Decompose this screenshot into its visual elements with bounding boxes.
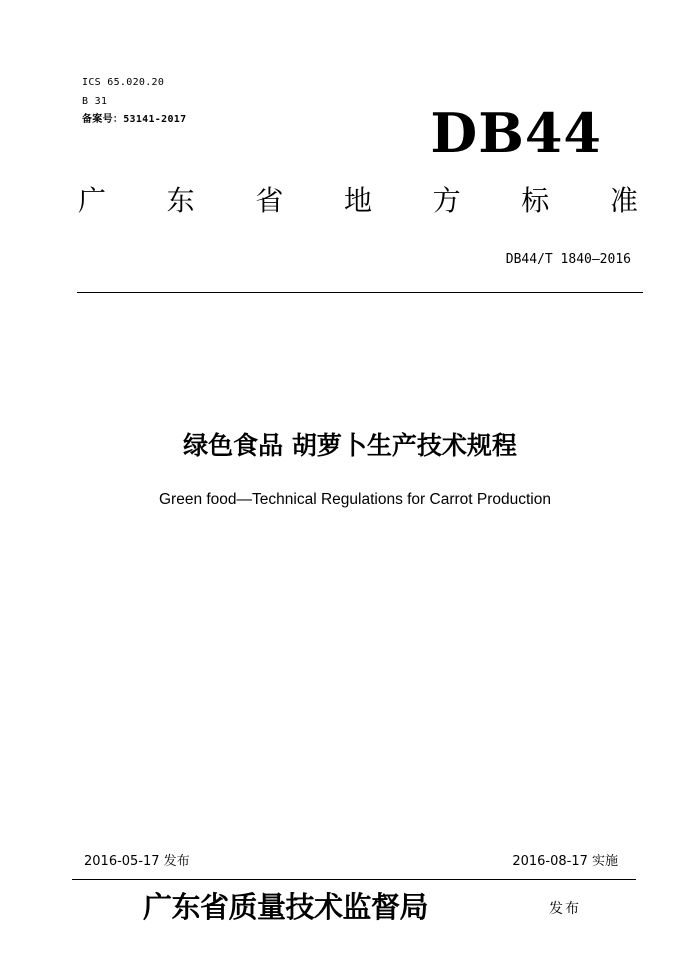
standard-type-char: 方 [432, 184, 461, 217]
title-english: Green food—Technical Regulations for Carrot Production [158, 491, 551, 508]
ccs-code: B 31 [82, 96, 108, 107]
ics-code: ICS 65.020.20 [82, 77, 165, 88]
standard-type-char: 准 [609, 184, 638, 217]
record-number: 备案号：53141-2017 [82, 114, 187, 125]
publish-date: 2016-05-17 发布 [84, 854, 190, 869]
standard-type-char: 标 [521, 184, 550, 217]
standard-type-char: 省 [255, 184, 284, 217]
standard-type-char: 地 [343, 184, 372, 217]
standard-type-char: 广 [78, 184, 107, 217]
issue-label: 发布 [549, 901, 581, 917]
standard-type-char: 东 [166, 184, 195, 217]
standard-number: DB44/T 1840—2016 [505, 252, 631, 267]
bottom-divider [72, 879, 636, 880]
db-mark: DB44 [430, 101, 602, 165]
implement-date: 2016-08-17 实施 [512, 854, 618, 869]
standard-type [78, 183, 638, 219]
issuer-name: 广东省质量技术监督局 [143, 890, 429, 924]
title-chinese: 绿色食品 胡萝卜生产技术规程 [183, 431, 517, 460]
top-divider [77, 292, 643, 293]
